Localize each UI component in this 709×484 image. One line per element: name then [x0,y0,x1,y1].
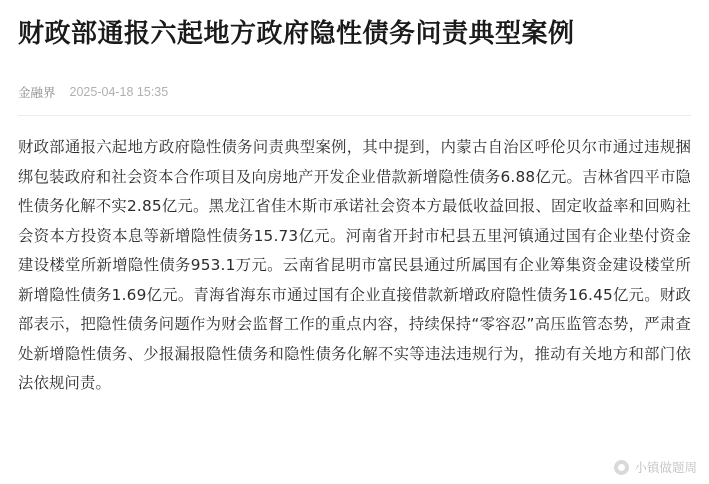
article-source: 金融界 [18,86,56,100]
avatar-icon [614,460,629,475]
article-meta [18,83,691,101]
header-divider [18,115,691,116]
article-body: 财政部通报六起地方政府隐性债务问责典型案例，其中提到，内蒙古自治区呼伦贝尔市通过违规捆绑包装政府和社会资本合作项目及向房地产开发企业借款新增隐性债务6.88亿元。吉林省四平市隐性债务化解不实2.85亿元。黑龙江省佳木斯市承诺社会资本方最低收益回报、固定收益率和回购社会资本方投资本息等新增隐性债务15.73亿元。河南省开封市杞县五里河镇通过国有企业垫付资金建设楼堂所新增隐性债务953.1万元。云南省昆明市富民县通过所属国有企业筹集资金建设楼堂所新增隐性债务1.69亿元。青海省海东市通过国有企业直接借款新增政府隐性债务16.45亿元。财政部表示，把隐性债务问题作为财会监督工作的重点内容，持续保持“零容忍”高压监管态势，严肃查处新增隐性债务、少报漏报隐性债务和隐性债务化解不实等违法违规行为，推动有关地方和部门依法依规问责。 [18,138,691,392]
page-title: 财政部通报六起地方政府隐性债务问责典型案例 [18,19,575,49]
watermark [614,458,697,476]
watermark-label: 小镇做题周 [634,461,697,475]
article-timestamp: 2025-04-18 15:35 [69,85,169,99]
